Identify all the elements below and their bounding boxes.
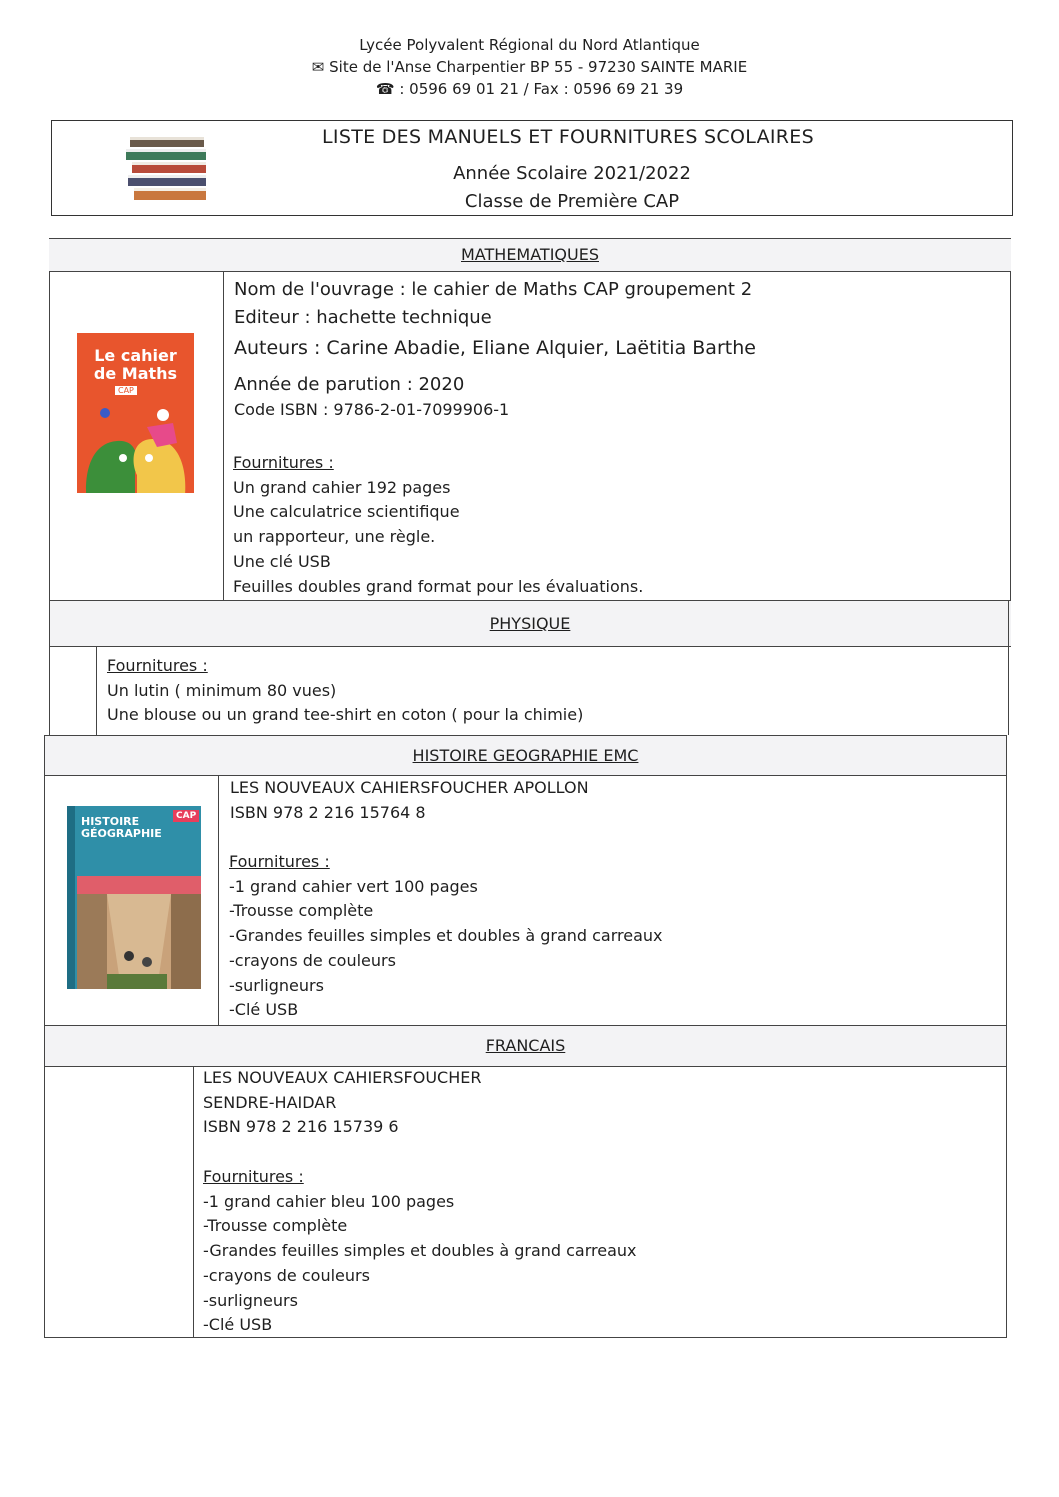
school-name: Lycée Polyvalent Régional du Nord Atlantique xyxy=(359,36,700,54)
list-item: -Grandes feuilles simples et doubles à grand carreaux xyxy=(229,926,663,946)
school-year: Année Scolaire 2021/2022 xyxy=(453,163,691,184)
list-item: -Trousse complète xyxy=(229,901,374,921)
list-item: Un lutin ( minimum 80 vues) xyxy=(107,680,337,700)
list-item: -Clé USB xyxy=(229,1000,299,1020)
book-authors: SENDRE-HAIDAR xyxy=(203,1092,337,1112)
book-year: Année de parution : 2020 xyxy=(234,374,465,395)
supplies-label: Fournitures : xyxy=(203,1167,304,1186)
list-item: -crayons de couleurs xyxy=(229,950,396,970)
list-item: -1 grand cahier vert 100 pages xyxy=(229,876,478,896)
list-item: Une blouse ou un grand tee-shirt en coton ( pour la chimie) xyxy=(107,705,584,725)
francais-book-details xyxy=(203,1066,481,1140)
school-header xyxy=(0,34,1059,100)
list-item: Feuilles doubles grand format pour les évaluations. xyxy=(233,576,644,596)
francais-supplies xyxy=(203,1165,637,1338)
table-border-right xyxy=(1006,1025,1007,1338)
school-phone: ☎ : 0596 69 01 21 / Fax : 0596 69 21 39 xyxy=(375,80,684,98)
cover-illustration xyxy=(77,876,201,989)
book-name: LES NOUVEAUX CAHIERSFOUCHER APOLLON xyxy=(230,778,589,797)
book-name: Nom de l'ouvrage : le cahier de Maths CAP groupement 2 xyxy=(234,279,753,300)
section-heading-physique: PHYSIQUE xyxy=(49,600,1011,647)
supplies-label: Fournitures : xyxy=(229,852,330,871)
envelope-icon: ✉ xyxy=(311,58,325,76)
list-item: -Trousse complète xyxy=(203,1216,348,1236)
column-divider xyxy=(193,1066,194,1338)
column-divider xyxy=(96,646,97,735)
table-border-right xyxy=(1010,238,1011,600)
school-address: ✉ Site de l'Anse Charpentier BP 55 - 97230 SAINTE MARIE xyxy=(311,58,748,76)
table-border-right xyxy=(1006,735,1007,1025)
class-name: Classe de Première CAP xyxy=(464,191,680,212)
list-item: -surligneurs xyxy=(229,975,324,995)
maths-supplies xyxy=(233,451,643,599)
title-box xyxy=(51,120,1013,216)
table-border-left xyxy=(49,238,50,600)
list-item: Une clé USB xyxy=(233,551,331,571)
table-border-left xyxy=(44,1025,45,1338)
book-publisher: Editeur : hachette technique xyxy=(234,307,492,328)
phone-icon: ☎ xyxy=(375,80,395,98)
book-isbn: ISBN 978 2 216 15764 8 xyxy=(230,802,426,822)
column-divider xyxy=(218,775,219,1025)
maths-book-cover: Le cahier de Maths CAP xyxy=(77,333,194,505)
column-divider xyxy=(223,271,224,600)
table-border-left xyxy=(49,600,50,735)
list-title: LISTE DES MANUELS ET FOURNITURES SCOLAIRES xyxy=(322,126,814,148)
supplies-label: Fournitures : xyxy=(107,656,208,675)
list-item: -Grandes feuilles simples et doubles à grand carreaux xyxy=(203,1241,637,1261)
histoire-supplies xyxy=(229,850,663,1023)
histoire-book-cover: HISTOIRE GÉOGRAPHIE CAP xyxy=(67,806,201,989)
book-isbn: Code ISBN : 9786-2-01-7099906-1 xyxy=(234,400,510,419)
table-border-right xyxy=(1008,600,1009,735)
book-name: LES NOUVEAUX CAHIERSFOUCHER xyxy=(203,1068,482,1087)
table-border-left xyxy=(44,735,45,1025)
cover-illustration xyxy=(77,403,194,505)
list-item: Un grand cahier 192 pages xyxy=(233,477,451,497)
section-heading-maths: MATHEMATIQUES xyxy=(49,238,1011,272)
list-item: un rapporteur, une règle. xyxy=(233,527,436,547)
physique-supplies xyxy=(107,654,583,728)
list-item: -surligneurs xyxy=(203,1290,298,1310)
section-heading-francais: FRANCAIS xyxy=(44,1025,1007,1067)
book-authors: Auteurs : Carine Abadie, Eliane Alquier, Laëtitia Barthe xyxy=(234,337,756,359)
book-isbn: ISBN 978 2 216 15739 6 xyxy=(203,1117,399,1137)
list-item: -Clé USB xyxy=(203,1315,273,1335)
supplies-label: Fournitures : xyxy=(233,453,334,472)
maths-book-details xyxy=(234,276,756,362)
histoire-book-details xyxy=(230,776,589,825)
list-item: -crayons de couleurs xyxy=(203,1265,370,1285)
section-heading-histoire: HISTOIRE GEOGRAPHIE EMC xyxy=(44,735,1007,776)
list-item: -1 grand cahier bleu 100 pages xyxy=(203,1191,455,1211)
list-item: Une calculatrice scientifique xyxy=(233,502,460,522)
